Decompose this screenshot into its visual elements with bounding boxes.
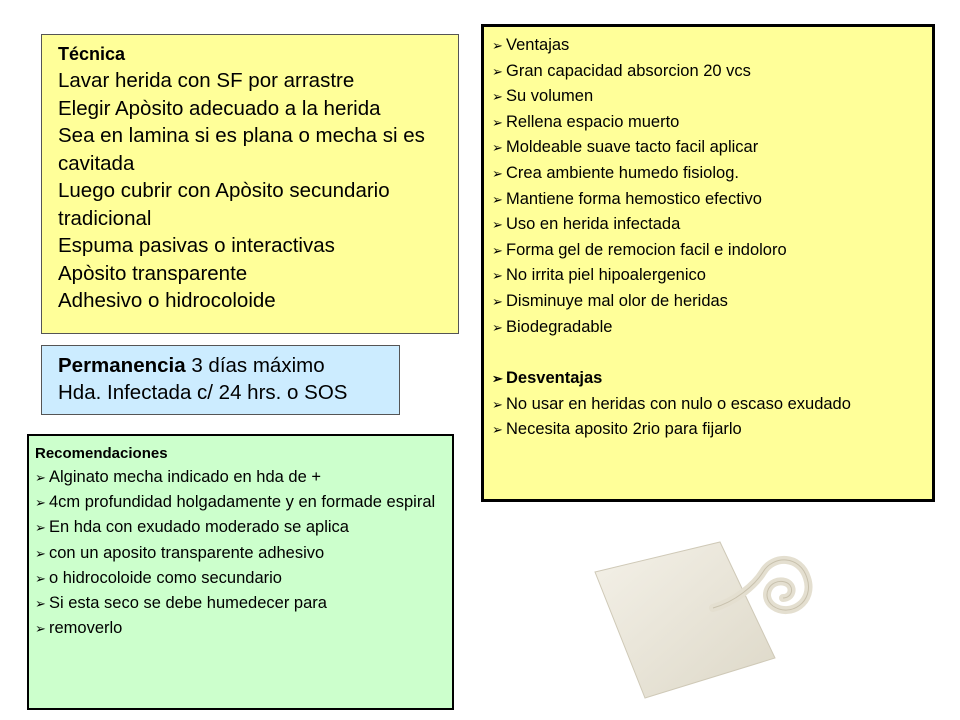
spacer: [492, 340, 924, 366]
tecnica-line: Espuma pasivas o interactivas: [58, 234, 335, 257]
recomendaciones-box: [27, 434, 454, 710]
arrow-bullet-icon: ➢: [492, 63, 503, 79]
list-item: ➢ con un aposito transparente adhesivo: [35, 541, 446, 566]
arrow-bullet-icon: ➢: [492, 89, 503, 105]
dressing-pad: [595, 542, 775, 698]
tecnica-box: [41, 34, 459, 334]
tecnica-line: Luego cubrir con Apòsito secundario tradicional: [58, 179, 390, 230]
arrow-bullet-icon: ➢: [492, 140, 503, 156]
list-item: ➢ o hidrocoloide como secundario: [35, 566, 446, 591]
permanencia-days: 3 días máximo: [185, 354, 325, 377]
arrow-bullet-icon: ➢: [492, 319, 503, 335]
alginate-dressing-image: [585, 540, 825, 700]
list-item: ➢ Forma gel de remocion facil e indoloro: [492, 238, 924, 264]
arrow-bullet-icon: ➢: [35, 470, 46, 485]
arrow-bullet-icon: ➢: [492, 293, 503, 309]
list-item: ➢ Crea ambiente humedo fisiolog.: [492, 161, 924, 187]
permanencia-line-2: Hda. Infectada c/ 24 hrs. o SOS: [58, 381, 348, 404]
arrow-bullet-icon: ➢: [492, 396, 503, 412]
list-item: ➢ Alginato mecha indicado en hda de +: [35, 465, 446, 490]
arrow-bullet-icon: ➢: [492, 191, 503, 207]
arrow-bullet-icon: ➢: [35, 495, 46, 511]
list-item: ➢ En hda con exudado moderado se aplica: [35, 515, 446, 540]
tecnica-line: Apòsito transparente: [58, 261, 248, 285]
ventajas-box: [481, 24, 935, 502]
list-item: ➢ No usar en heridas con nulo o escaso exudado: [492, 392, 924, 418]
arrow-bullet-icon: ➢: [492, 268, 503, 284]
arrow-bullet-icon: ➢: [35, 520, 46, 536]
arrow-bullet-icon: ➢: [492, 165, 503, 181]
tecnica-line: Lavar herida con SF por arrastre: [58, 69, 355, 92]
tecnica-line: Elegir Apòsito adecuado a la herida: [58, 96, 381, 120]
desventajas-title: ➢ Desventajas: [492, 366, 924, 392]
tecnica-line: Sea en lamina si es plana o mecha si es cavitada: [58, 124, 425, 175]
recomendaciones-title: Recomendaciones: [35, 445, 168, 462]
ventajas-title: ➢ Ventajas: [492, 33, 924, 59]
list-item: ➢ No irrita piel hipoalergenico: [492, 263, 924, 289]
arrow-bullet-icon: ➢: [492, 38, 503, 53]
list-item: ➢ Gran capacidad absorcion 20 vcs: [492, 59, 924, 85]
arrow-bullet-icon: ➢: [35, 596, 46, 612]
permanencia-label: Permanencia: [58, 354, 186, 377]
list-item: ➢ Disminuye mal olor de heridas: [492, 289, 924, 315]
arrow-bullet-icon: ➢: [492, 371, 503, 387]
tecnica-line: Adhesivo o hidrocoloide: [58, 289, 276, 312]
arrow-bullet-icon: ➢: [492, 422, 503, 438]
list-item: ➢ Biodegradable: [492, 315, 924, 341]
list-item: ➢ Necesita aposito 2rio para fijarlo: [492, 417, 924, 443]
list-item: ➢ Si esta seco se debe humedecer para: [35, 591, 446, 616]
list-item: ➢ Mantiene forma hemostico efectivo: [492, 187, 924, 213]
arrow-bullet-icon: ➢: [492, 217, 503, 233]
list-item: ➢ Moldeable suave tacto facil aplicar: [492, 135, 924, 161]
permanencia-line-1: [58, 352, 389, 379]
list-item: ➢ Uso en herida infectada: [492, 212, 924, 238]
list-item: ➢ 4cm profundidad holgadamente y en formade espiral: [35, 490, 446, 515]
arrow-bullet-icon: ➢: [492, 242, 503, 258]
list-item: ➢ removerlo: [35, 616, 446, 641]
tecnica-title: Técnica: [58, 44, 126, 64]
arrow-bullet-icon: ➢: [35, 545, 46, 561]
permanencia-box: [41, 345, 400, 415]
arrow-bullet-icon: ➢: [492, 114, 503, 130]
arrow-bullet-icon: ➢: [35, 621, 46, 637]
arrow-bullet-icon: ➢: [35, 570, 46, 586]
list-item: ➢ Su volumen: [492, 84, 924, 110]
list-item: ➢ Rellena espacio muerto: [492, 110, 924, 136]
